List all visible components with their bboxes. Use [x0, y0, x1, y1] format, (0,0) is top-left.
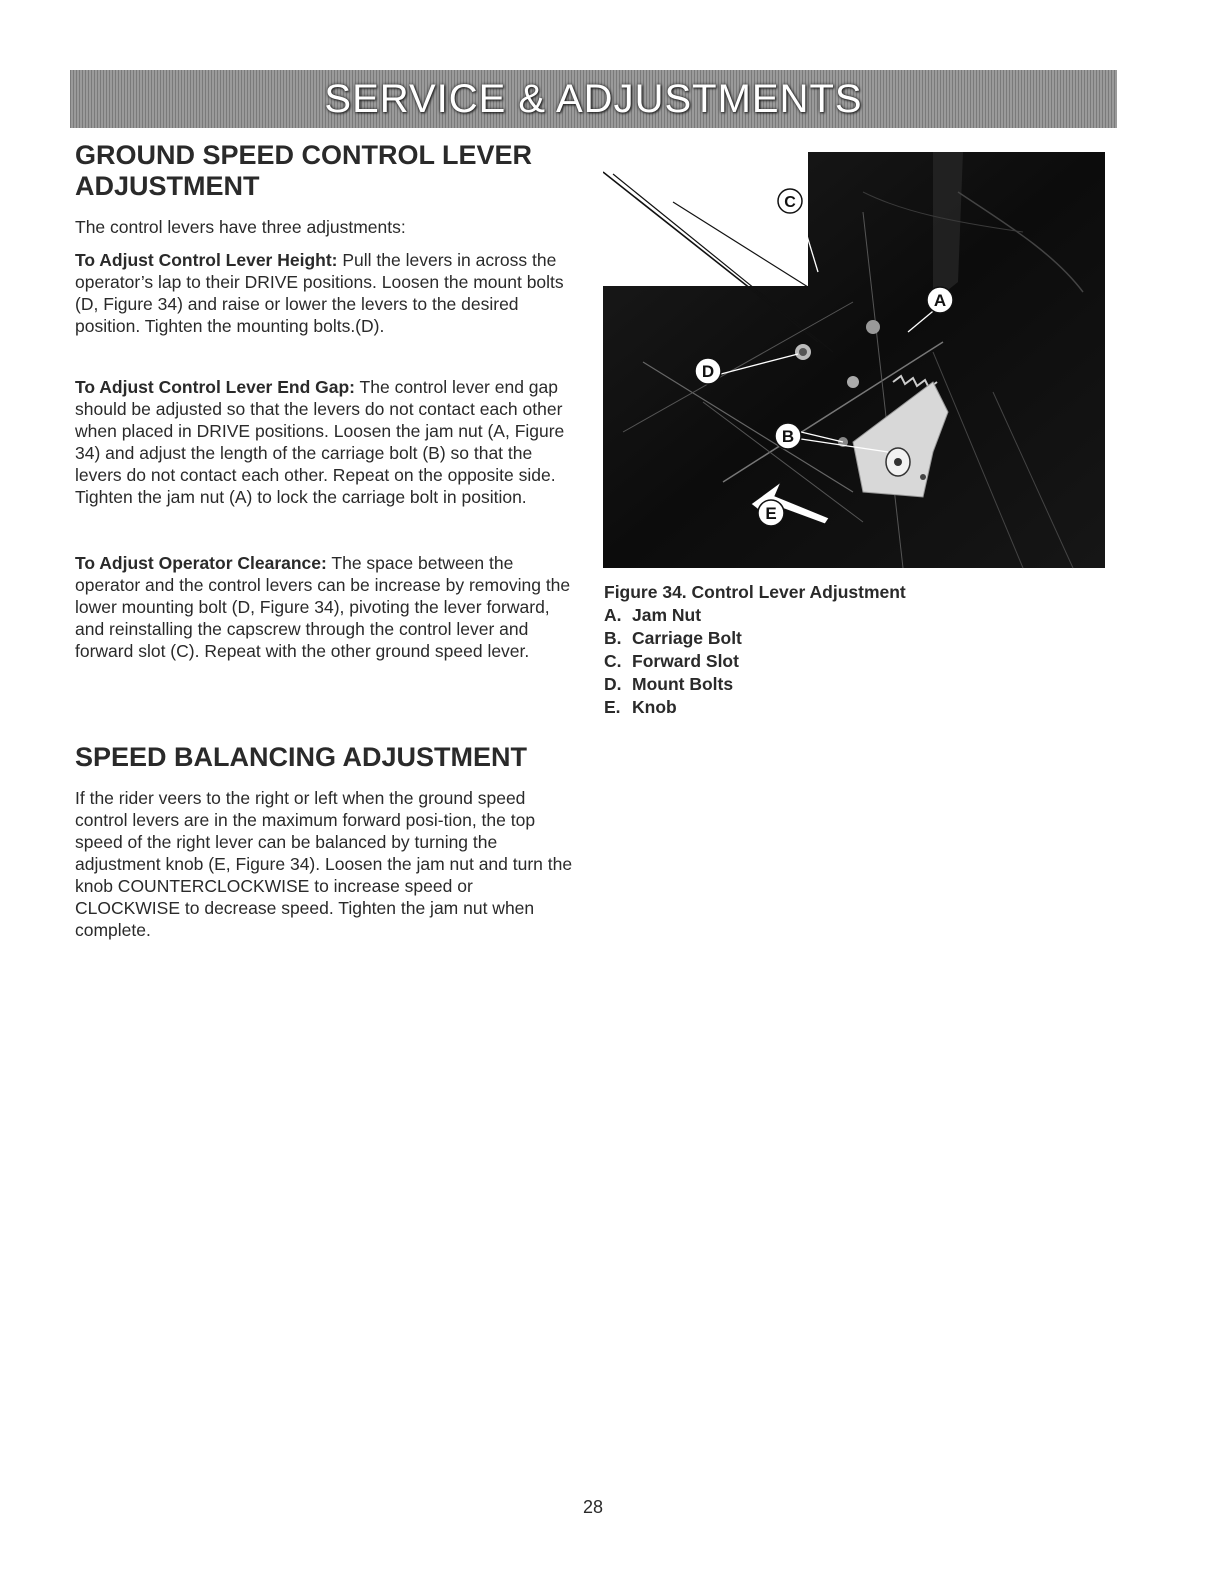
callout-e-label: E [765, 504, 777, 523]
operator-clearance-text: The space between the operator and the control levers can be increase by removing the lower mounting bolt (D, Figure 34), pivoting the lever forward, and reinstalling the capscrew through the control lever and forward slot (C). Repeat with the other ground speed lever. [75, 553, 571, 661]
paragraph-end-gap [75, 376, 575, 508]
section-banner [70, 70, 1117, 128]
end-gap-label: To Adjust Control Lever End Gap: [75, 377, 355, 397]
legend-key: C. [604, 651, 622, 671]
legend-item [604, 604, 742, 627]
heading-speed-balancing: SPEED BALANCING ADJUSTMENT [75, 742, 528, 772]
paragraph-operator-clearance [75, 552, 575, 662]
callout-a-icon [927, 287, 953, 313]
callout-b-label: B [781, 427, 795, 446]
callout-c-label: C [784, 194, 796, 211]
legend-label: Carriage Bolt [632, 628, 742, 648]
lever-height-text: Pull the levers in across the operator’s lap to their DRIVE positions. Loosen the mount bolts (D, Figure 34) and raise or lower the levers to the desired position. Tighten the mounting bolts.(D). [75, 250, 564, 336]
legend-key: E. [604, 697, 621, 717]
intro-paragraph: The control levers have three adjustments: [75, 217, 406, 237]
control-lever-photo-illustration [603, 152, 1105, 570]
figure-34-photo [603, 152, 1105, 570]
legend-label: Forward Slot [632, 651, 739, 671]
figure-legend [604, 604, 742, 719]
callout-e-icon [758, 500, 784, 526]
paragraph-lever-height [75, 249, 575, 337]
legend-item [604, 673, 742, 696]
figure-caption: Figure 34. Control Lever Adjustment [604, 582, 906, 602]
page-number: 28 [582, 1497, 604, 1517]
operator-clearance-label: To Adjust Operator Clearance: [75, 553, 327, 573]
end-gap-text: The control lever end gap should be adjusted so that the levers do not contact each other when placed in DRIVE positions. Loosen the jam nut (A, Figure 34) and adjust the length of the carriage bolt (B) so that the levers do not contact each other. Repeat on the opposite side. Tighten the jam nut (A) to lock the carriage bolt in position. [75, 377, 565, 507]
legend-key: B. [604, 628, 622, 648]
banner-title: SERVICE & ADJUSTMENTS [324, 76, 863, 121]
heading-ground-speed-control-lever: GROUND SPEED CONTROL LEVER ADJUSTMENT [75, 140, 533, 201]
legend-item [604, 627, 742, 650]
paragraph-speed-balancing: If the rider veers to the right or left when the ground speed control levers are in the maximum forward posi-tion, the top speed of the right lever can be balanced by turning the adjustment knob (E, Figure 34). Loosen the jam nut and turn the knob COUNTERCLOCKWISE to increase speed or CLOCKWISE to decrease speed. Tighten the jam nut when complete. [75, 788, 573, 940]
callout-a-label: A [933, 291, 947, 310]
callout-d-icon [695, 358, 721, 384]
legend-item [604, 696, 742, 719]
legend-key: D. [604, 674, 622, 694]
legend-key: A. [604, 605, 622, 625]
callout-b-icon [775, 423, 801, 449]
legend-label: Jam Nut [632, 605, 702, 625]
legend-label: Mount Bolts [632, 674, 734, 694]
lever-height-label: To Adjust Control Lever Height: [75, 250, 338, 270]
callout-c-icon [778, 189, 802, 213]
callout-d-label: D [701, 362, 715, 381]
legend-label: Knob [632, 697, 677, 717]
legend-item [604, 650, 742, 673]
